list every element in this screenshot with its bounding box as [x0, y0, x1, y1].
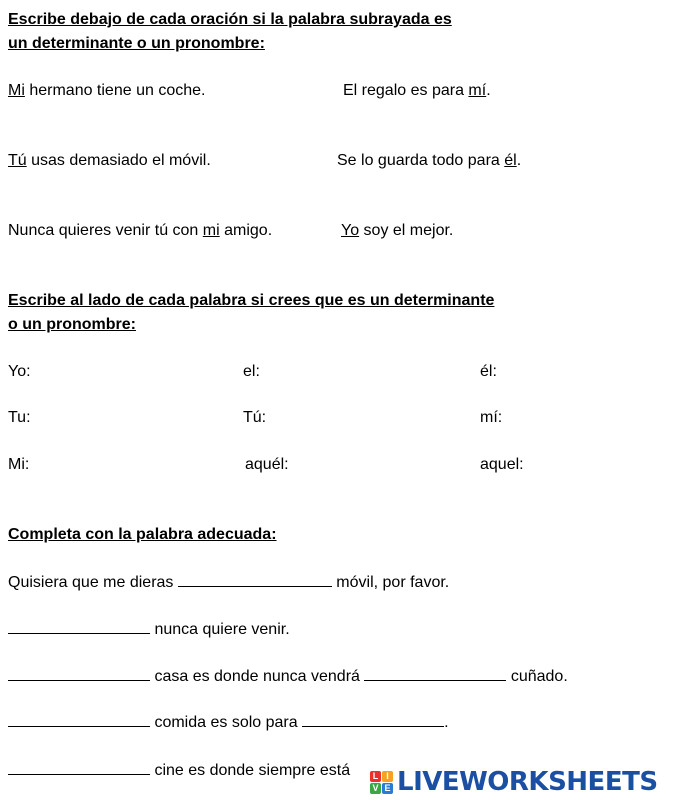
sentence-text: El regalo es para [343, 82, 469, 99]
fill-line-5 [8, 760, 350, 781]
liveworksheets-watermark [370, 765, 670, 799]
word-item: Tú: [243, 409, 267, 426]
section3-heading: Completa con la palabra adecuada: [8, 526, 277, 543]
word-item: él: [480, 363, 497, 380]
fill-text: . [444, 714, 449, 731]
fill-text: cuñado. [506, 668, 568, 685]
fill-text: casa es donde nunca vendrá [150, 668, 365, 685]
fill-line-4 [8, 712, 449, 733]
blank-line [8, 619, 150, 634]
blank-line [178, 572, 332, 587]
section2-heading-line1: Escribe al lado de cada palabra si crees que es un determinante [8, 292, 495, 309]
liveworksheets-logo-icon [370, 771, 393, 794]
sentence-2 [343, 81, 491, 101]
fill-text: nunca quiere venir. [150, 621, 290, 638]
section2-heading-line2: o un pronombre: [8, 316, 136, 333]
sentence-text: . [516, 152, 522, 169]
underlined-word: mi [202, 222, 220, 239]
underlined-word: Mi [8, 82, 25, 99]
logo-letter-l: L [370, 771, 381, 782]
fill-line-2 [8, 619, 290, 640]
liveworksheets-logo-text: LIVEWORKSHEETS [397, 767, 658, 797]
word-item: Yo: [8, 363, 31, 380]
blank-line [364, 666, 506, 681]
underlined-word: mí [468, 82, 487, 99]
section1-heading-line1: Escribe debajo de cada oración si la palabra subrayada es [8, 11, 452, 28]
blank-line [8, 712, 150, 727]
word-item: aquel: [480, 456, 524, 473]
fill-line-1 [8, 572, 449, 593]
word-item: mí: [480, 409, 503, 426]
sentence-text: usas demasiado el móvil. [26, 152, 211, 169]
fill-line-3 [8, 666, 568, 687]
logo-letter-i: I [382, 771, 393, 782]
sentence-text: amigo. [219, 222, 273, 239]
sentence-5 [8, 221, 272, 241]
fill-text: Quisiera que me dieras [8, 574, 178, 591]
sentence-text: hermano tiene un coche. [24, 82, 206, 99]
logo-letter-v: V [370, 783, 381, 794]
underlined-word: Tú [8, 152, 27, 169]
section1-heading-line2: un determinante o un pronombre: [8, 35, 265, 52]
fill-text: cine es donde siempre está [150, 762, 351, 779]
sentence-text: Se lo guarda todo para [337, 152, 505, 169]
blank-line [302, 712, 444, 727]
logo-letter-e: E [382, 783, 393, 794]
word-item: el: [243, 363, 260, 380]
sentence-text: Nunca quieres venir tú con [8, 222, 203, 239]
sentence-6 [341, 221, 453, 241]
word-item: Mi: [8, 456, 30, 473]
blank-line [8, 666, 150, 681]
blank-line [8, 760, 150, 775]
sentence-text: soy el mejor. [359, 222, 454, 239]
word-item: aquél: [245, 456, 289, 473]
underlined-word: él [504, 152, 517, 169]
sentence-1 [8, 81, 205, 101]
sentence-4 [337, 151, 521, 171]
sentence-text: . [486, 82, 491, 99]
underlined-word: Yo [341, 222, 360, 239]
fill-text: móvil, por favor. [331, 574, 450, 591]
sentence-3 [8, 151, 211, 171]
word-item: Tu: [8, 409, 31, 426]
fill-text: comida es solo para [150, 714, 303, 731]
